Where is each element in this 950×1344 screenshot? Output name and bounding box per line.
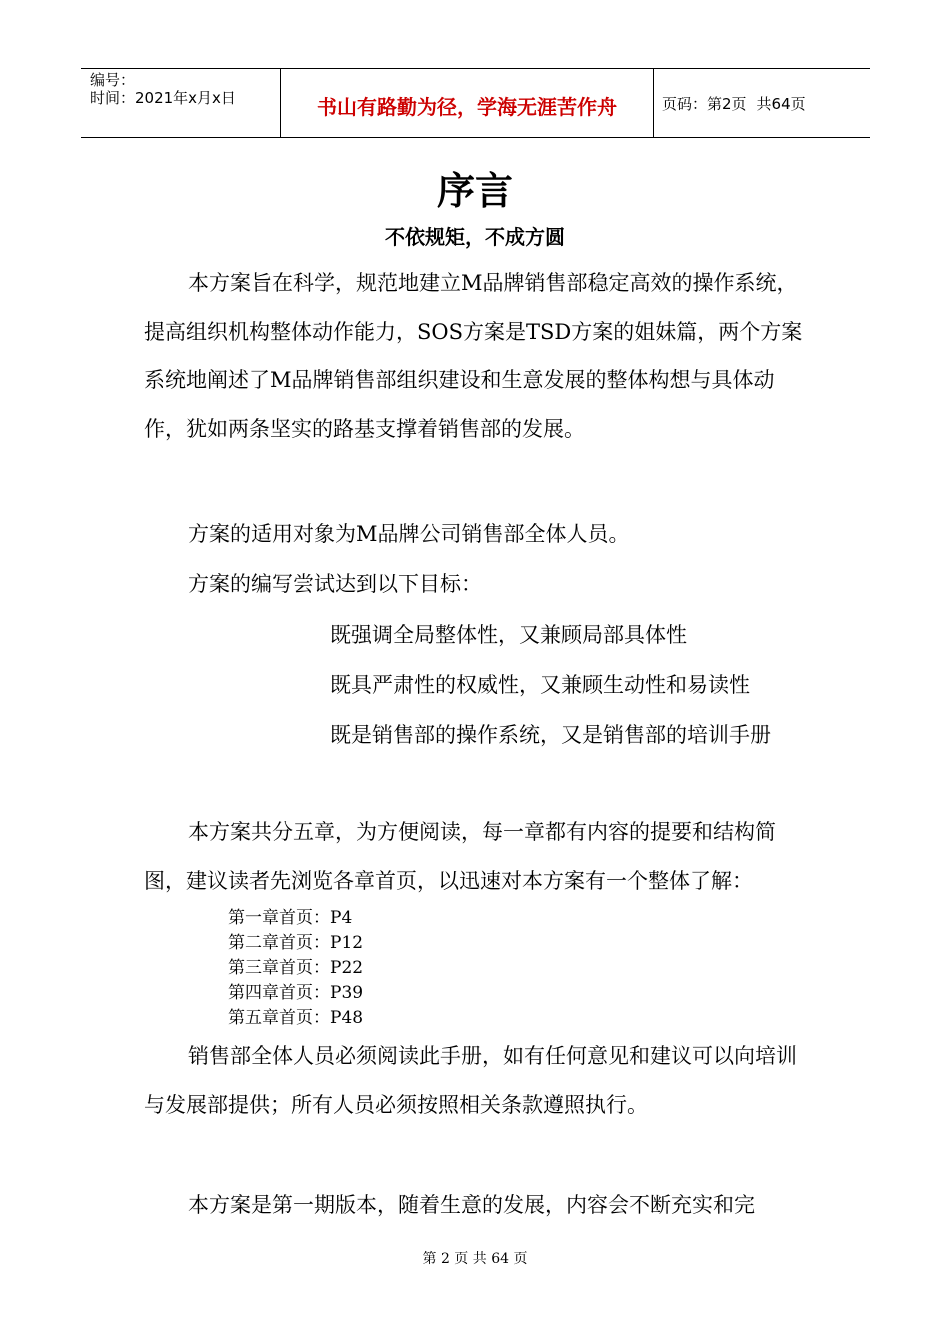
chapter-index-item: 第三章首页：P22 <box>228 958 364 978</box>
header-meta <box>81 69 281 137</box>
page-title: 序言 <box>436 169 513 213</box>
header-page-info <box>654 69 870 137</box>
header-page-label: 页码：第2页 <box>662 94 747 113</box>
document-number-label: 编号： <box>90 71 136 89</box>
structure-paragraph-text: 本方案共分五章，为方便阅读，每一章都有内容的提要和结构简图，建议读者先浏览各章首页，以迅速对本方案有一个整体了解： <box>144 820 776 893</box>
goal-item: 既强调全局整体性，又兼顾局部具体性 <box>330 623 687 647</box>
page-header <box>81 68 870 138</box>
goal-item: 既是销售部的操作系统，又是销售部的培训手册 <box>330 723 771 747</box>
chapter-index-item: 第五章首页：P48 <box>228 1008 364 1028</box>
version-paragraph <box>144 1181 809 1230</box>
goals-intro-line: 方案的编写尝试达到以下目标： <box>188 572 482 596</box>
intro-paragraph-text: 本方案旨在科学，规范地建立M品牌销售部稳定高效的操作系统，提高组织机构整体动作能力，SOS方案是TSD方案的姐妹篇，两个方案系统地阐述了M品牌销售部组织建设和生意发展的整体构想与具体动作，犹如两条坚实的路基支撑着销售部的发展。 <box>144 271 803 441</box>
intro-paragraph <box>144 259 809 453</box>
goal-item: 既具严肃性的权威性，又兼顾生动性和易读性 <box>330 673 750 697</box>
header-total-label: 共64页 <box>756 94 806 113</box>
requirement-paragraph <box>144 1032 809 1129</box>
header-motto: 书山有路勤为径，学海无涯苦作舟 <box>281 69 654 137</box>
chapter-index-item: 第二章首页：P12 <box>228 933 364 953</box>
page-subtitle: 不依规矩，不成方圆 <box>385 225 565 249</box>
chapter-index <box>228 906 363 1031</box>
chapter-index-item: 第四章首页：P39 <box>228 983 364 1003</box>
structure-paragraph <box>144 808 809 905</box>
document-date-label: 时间：2021年x月x日 <box>90 89 236 107</box>
requirement-paragraph-text: 销售部全体人员必须阅读此手册，如有任何意见和建议可以向培训与发展部提供；所有人员必须按照相关条款遵照执行。 <box>144 1044 797 1117</box>
page-footer: 第 2 页 共 64 页 <box>422 1251 528 1267</box>
scope-line: 方案的适用对象为M品牌公司销售部全体人员。 <box>188 522 630 546</box>
version-paragraph-text: 本方案是第一期版本，随着生意的发展，内容会不断充实和完 <box>188 1193 755 1217</box>
chapter-index-item: 第一章首页：P4 <box>228 908 353 928</box>
